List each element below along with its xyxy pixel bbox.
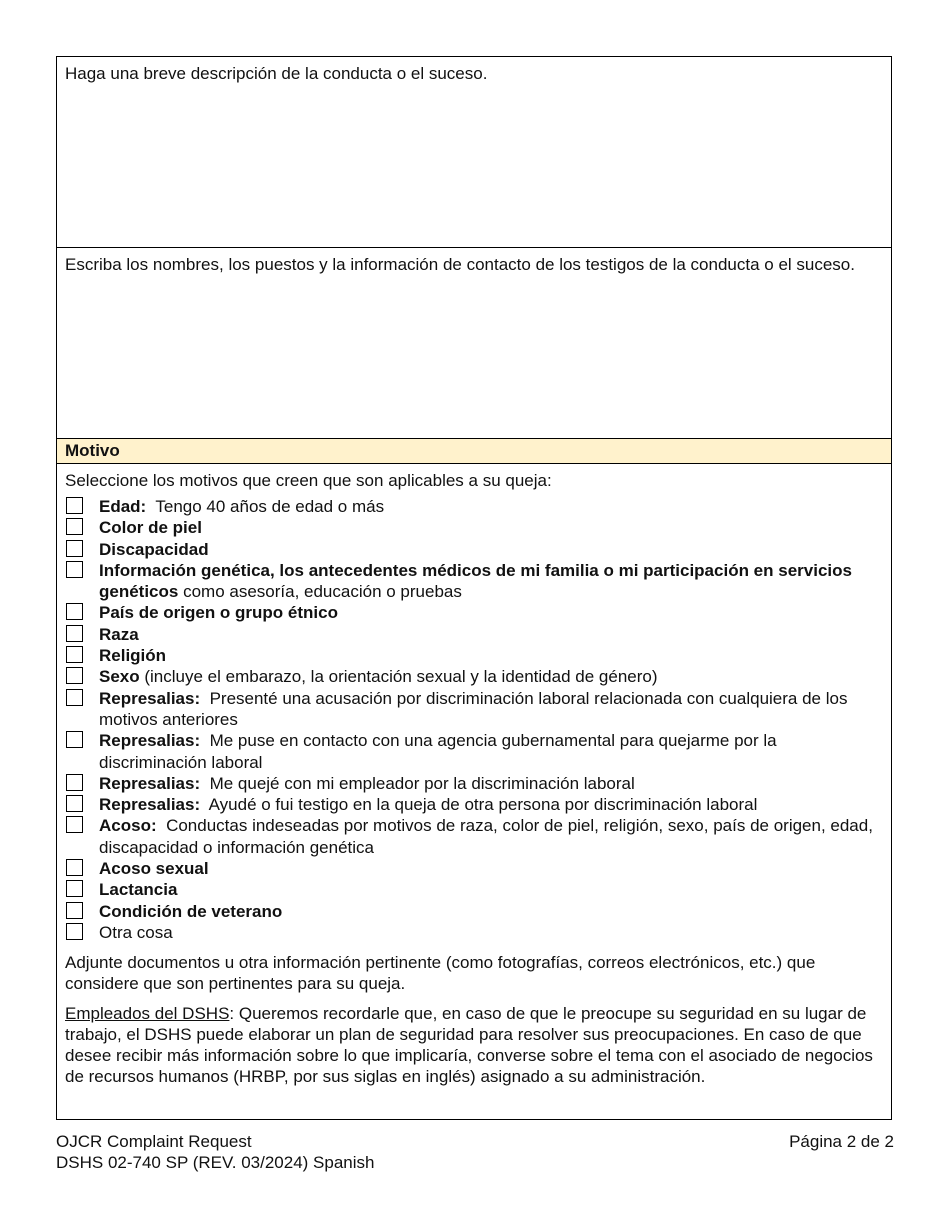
reason-label-bold: Represalias: (99, 773, 201, 793)
reason-checkbox[interactable] (66, 518, 83, 535)
reason-label-bold: Condición de veterano (99, 901, 283, 921)
reason-item (65, 879, 883, 900)
reason-item (65, 624, 883, 645)
reason-item (65, 539, 883, 560)
form-number: DSHS 02-740 SP (REV. 03/2024) Spanish (56, 1153, 375, 1172)
reason-checkbox[interactable] (66, 731, 83, 748)
reason-label (99, 901, 883, 922)
reason-checkbox[interactable] (66, 795, 83, 812)
reason-label-bold: Color de piel (99, 518, 202, 538)
reason-label (99, 858, 883, 879)
reason-label-bold: Represalias: (99, 731, 201, 751)
attach-note: Adjunte documentos u otra información pertinente (como fotografías, correos electrónicos, etc.) que considere que son pertinentes para su queja. (65, 953, 816, 994)
reason-label-bold: Discapacidad (99, 539, 209, 559)
description-prompt: Haga una breve descripción de la conducta o el suceso. (65, 64, 488, 83)
page-number: Página 2 de 2 (789, 1132, 894, 1151)
reason-item (65, 901, 883, 922)
reason-label-bold: Acoso sexual (99, 859, 209, 879)
reason-label-detail: Me puse en contacto con una agencia gubernamental para quejarme por la discriminación laboral (99, 731, 782, 772)
reason-label-detail: Otra cosa (99, 922, 173, 942)
employees-note (65, 1003, 883, 1087)
reason-item (65, 730, 883, 773)
reason-checkbox[interactable] (66, 923, 83, 940)
reason-label-detail: Presenté una acusación por discriminación laboral relacionada con cualquiera de los motivos anteriores (99, 688, 853, 729)
reason-label-bold: Sexo (99, 667, 140, 687)
reasons-list (65, 496, 883, 943)
reason-label-bold: Información genética, los antecedentes médicos de mi familia o mi participación en servicios genéticos (99, 560, 852, 602)
reason-label (99, 539, 883, 560)
reason-label-bold: País de origen o grupo étnico (99, 603, 338, 623)
motivo-section (57, 464, 891, 1087)
motivo-heading (57, 439, 891, 464)
reason-item (65, 645, 883, 666)
reason-checkbox[interactable] (66, 880, 83, 897)
employees-note-text: : Queremos recordarle que, en caso de que le preocupe su seguridad en su lugar de trabajo, el DSHS puede elaborar un plan de seguridad para resolver sus preocupaciones. En caso de que desee recibir más información sobre lo que implicaría, converse sobre el tema con el asociado de negocios de recursos humanos (HRBP, por sus siglas en inglés) asignado a su administración. (65, 1004, 873, 1087)
reason-label-detail: como asesoría, educación o pruebas (178, 582, 462, 602)
reason-item (65, 517, 883, 538)
reason-label (99, 602, 883, 623)
reason-checkbox[interactable] (66, 497, 83, 514)
reason-label-detail: Conductas indeseadas por motivos de raza, color de piel, religión, sexo, país de origen, edad, discapacidad o información genética (99, 816, 878, 857)
reason-label-detail: (incluye el embarazo, la orientación sexual y la identidad de género) (139, 667, 658, 687)
witnesses-prompt: Escriba los nombres, los puestos y la información de contacto de los testigos de la conducta o el suceso. (65, 255, 855, 274)
reason-label-bold: Raza (99, 624, 139, 644)
reason-label (99, 773, 883, 794)
reason-label (99, 688, 883, 731)
reason-label-bold: Represalias: (99, 795, 201, 815)
reason-item (65, 922, 883, 943)
reason-item (65, 688, 883, 731)
reason-item (65, 815, 883, 858)
reason-label (99, 666, 883, 687)
reason-item (65, 602, 883, 623)
reason-item (65, 666, 883, 687)
reason-label (99, 922, 883, 943)
complaint-form (56, 56, 892, 1120)
reason-checkbox[interactable] (66, 603, 83, 620)
reason-checkbox[interactable] (66, 667, 83, 684)
motivo-intro: Seleccione los motivos que creen que son aplicables a su queja: (65, 471, 552, 490)
reason-item (65, 496, 883, 517)
reason-checkbox[interactable] (66, 625, 83, 642)
reason-label (99, 879, 883, 900)
reason-label-detail: Me quejé con mi empleador por la discriminación laboral (200, 773, 635, 793)
reason-label-bold: Represalias: (99, 688, 201, 708)
reason-label (99, 496, 883, 517)
reason-label (99, 794, 883, 815)
reason-label-detail: Tengo 40 años de edad o más (146, 497, 385, 516)
reason-checkbox[interactable] (66, 816, 83, 833)
reason-label (99, 730, 883, 773)
form-title: OJCR Complaint Request (56, 1132, 252, 1151)
reason-label-bold: Lactancia (99, 880, 178, 900)
reason-item (65, 560, 883, 603)
page-footer (56, 1131, 894, 1173)
witnesses-field[interactable] (57, 248, 891, 439)
reason-checkbox[interactable] (66, 689, 83, 706)
reason-label (99, 645, 883, 666)
reason-label-bold: Edad: (99, 497, 147, 516)
reason-item (65, 773, 883, 794)
reason-checkbox[interactable] (66, 859, 83, 876)
motivo-heading-text: Motivo (65, 441, 120, 460)
reason-label (99, 624, 883, 645)
reason-checkbox[interactable] (66, 540, 83, 557)
reason-label (99, 560, 883, 603)
reason-item (65, 858, 883, 879)
reason-item (65, 794, 883, 815)
reason-label (99, 815, 883, 858)
reason-checkbox[interactable] (66, 902, 83, 919)
reason-label (99, 517, 883, 538)
reason-label-bold: Acoso: (99, 816, 157, 836)
reason-checkbox[interactable] (66, 561, 83, 578)
reason-label-bold: Religión (99, 646, 167, 666)
reason-label-detail: Ayudé o fui testigo en la queja de otra persona por discriminación laboral (200, 795, 758, 815)
reason-checkbox[interactable] (66, 774, 83, 791)
reason-checkbox[interactable] (66, 646, 83, 663)
description-field[interactable] (57, 57, 891, 248)
employees-label: Empleados del DSHS (65, 1004, 230, 1024)
